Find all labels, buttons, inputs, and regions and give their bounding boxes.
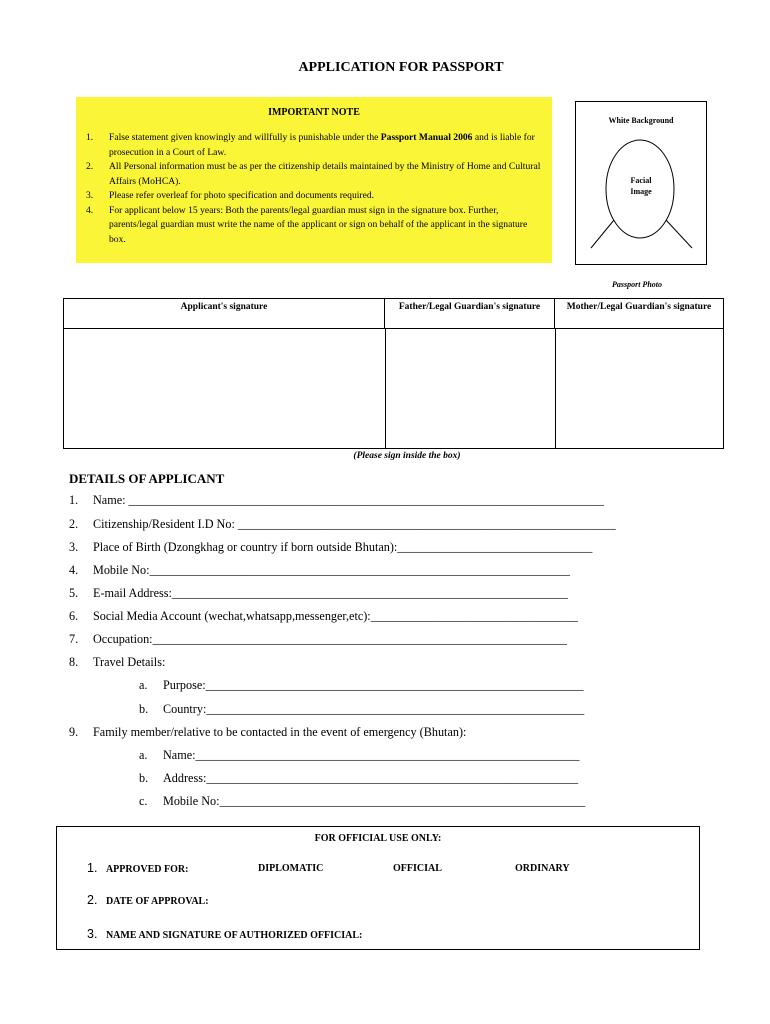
father-signature-box[interactable] xyxy=(385,329,556,448)
applicant-signature-header: Applicant's signature xyxy=(64,299,385,329)
passport-photo-box[interactable] xyxy=(575,101,707,265)
place-of-birth-field[interactable]: 3. Place of Birth (Dzongkhag or country if born outside Bhutan):________________________________ xyxy=(69,540,593,554)
passport-photo-caption: Passport Photo xyxy=(611,280,662,289)
important-note-box xyxy=(76,97,552,263)
name-field[interactable]: 1. Name: ______________________________________________________________________________ xyxy=(69,493,604,507)
authorized-official-row[interactable]: 3. NAME AND SIGNATURE OF AUTHORIZED OFFICIAL: xyxy=(87,927,363,941)
note-item: 3. Please refer overleaf for photo specification and documents required. xyxy=(86,190,375,201)
social-media-field[interactable]: 6. Social Media Account (wechat,whatsapp,messenger,etc):__________________________________ xyxy=(69,609,578,623)
travel-country-field[interactable]: b. Country:______________________________________________________________ xyxy=(139,702,585,716)
occupation-field[interactable]: 7. Occupation:____________________________________________________________________ xyxy=(69,632,567,646)
important-note-heading: IMPORTANT NOTE xyxy=(268,107,360,118)
date-of-approval-row[interactable]: 2. DATE OF APPROVAL: xyxy=(87,893,209,907)
sign-inside-note: (Please sign inside the box) xyxy=(353,451,461,461)
note-item: 1. False statement given knowingly and willfully is punishable under the Passport Manual 2006 and is liable for prosecution in a Court of Law. xyxy=(86,132,535,158)
page-title: APPLICATION FOR PASSPORT xyxy=(298,60,504,75)
option-diplomatic[interactable]: DIPLOMATIC xyxy=(258,863,324,874)
citizenship-id-field[interactable]: 2. Citizenship/Resident I.D No: ______________________________________________________________ xyxy=(69,517,616,531)
travel-purpose-field[interactable]: a. Purpose:______________________________________________________________ xyxy=(139,678,584,692)
signature-table xyxy=(63,298,724,449)
mother-signature-header: Mother/Legal Guardian's signature xyxy=(555,299,723,329)
option-ordinary[interactable]: ORDINARY xyxy=(515,863,570,874)
details-heading: DETAILS OF APPLICANT xyxy=(69,471,225,486)
facial-image-label: Facial Image xyxy=(630,176,652,196)
mother-signature-box[interactable] xyxy=(555,329,723,448)
emergency-name-field[interactable]: a. Name:_______________________________________________________________ xyxy=(139,748,580,762)
approved-for-row: 1. APPROVED FOR: xyxy=(87,861,189,875)
note-item: 2. All Personal information must be as per the citizenship details maintained by the Ministry of Home and Cultural Affairs (MoHCA). xyxy=(86,161,541,187)
mobile-number-field[interactable]: 4. Mobile No:_____________________________________________________________________ xyxy=(69,563,571,577)
applicant-signature-box[interactable] xyxy=(64,329,386,448)
father-signature-header: Father/Legal Guardian's signature xyxy=(385,299,555,329)
emergency-address-field[interactable]: b. Address:_____________________________________________________________ xyxy=(139,771,579,785)
note-item: 4. For applicant below 15 years: Both the parents/legal guardian must sign in the signature box. Further, parents/legal guardian must write the name of the applicant or sign on behalf of the applicant in the signature box. xyxy=(86,204,528,245)
emergency-mobile-field[interactable]: c. Mobile No:____________________________________________________________ xyxy=(139,794,586,808)
important-note-list xyxy=(86,131,541,247)
travel-details-label: 8. Travel Details: xyxy=(69,655,166,669)
emergency-contact-label: 9. Family member/relative to be contacted in the event of emergency (Bhutan): xyxy=(69,725,467,739)
official-use-box xyxy=(56,826,700,950)
official-use-heading: FOR OFFICIAL USE ONLY: xyxy=(314,833,442,844)
white-background-label: White Background xyxy=(608,116,674,125)
email-field[interactable]: 5. E-mail Address:_________________________________________________________________ xyxy=(69,586,568,600)
option-official[interactable]: OFFICIAL xyxy=(393,863,442,874)
